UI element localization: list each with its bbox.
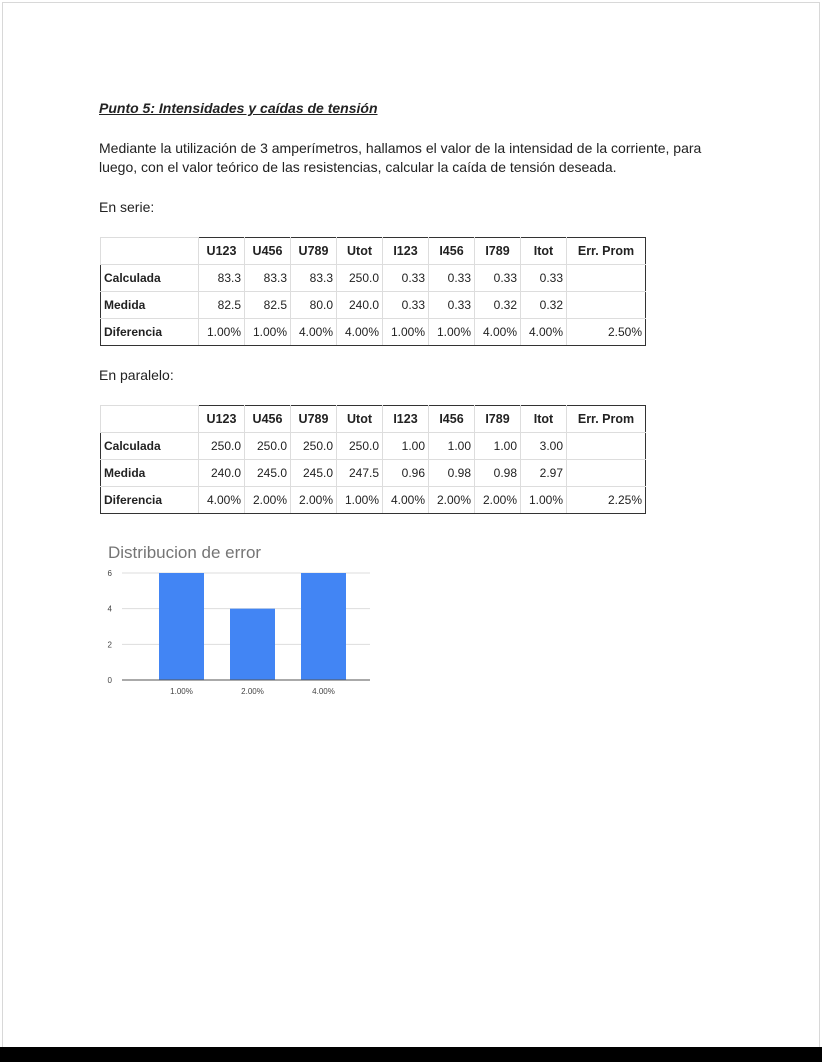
table-cell: 0.33: [429, 265, 475, 292]
table-cell: 250.0: [291, 433, 337, 460]
table-cell: 4.00%: [521, 319, 567, 346]
table-cell: I456: [429, 406, 475, 433]
table-cell: 0.32: [521, 292, 567, 319]
bar: [230, 609, 275, 680]
table-cell: 1.00%: [199, 319, 245, 346]
table-cell: 0.33: [383, 265, 429, 292]
table-cell: 2.00%: [475, 487, 521, 514]
table-cell: 2.00%: [429, 487, 475, 514]
serie-label: En serie:: [99, 199, 155, 215]
table-cell: U789: [291, 238, 337, 265]
table-cell: 3.00: [521, 433, 567, 460]
table-cell: [567, 460, 646, 487]
bar: [159, 573, 204, 680]
row-header-cell: Medida: [101, 460, 199, 487]
table-cell: Utot: [337, 406, 383, 433]
table-cell: 2.00%: [291, 487, 337, 514]
table-cell: 83.3: [245, 265, 291, 292]
row-header-cell: [101, 238, 199, 265]
table-cell: 2.97: [521, 460, 567, 487]
table-cell: 0.33: [383, 292, 429, 319]
table-header-row: [101, 406, 646, 433]
table-cell: 80.0: [291, 292, 337, 319]
table-cell: U123: [199, 238, 245, 265]
table-cell: Err. Prom: [567, 406, 646, 433]
table-cell: 2.25%: [567, 487, 646, 514]
serie-table: [100, 237, 646, 346]
y-tick-label: 0: [107, 676, 112, 685]
table-cell: 4.00%: [475, 319, 521, 346]
y-tick-label: 6: [107, 569, 112, 578]
table-cell: 0.33: [429, 292, 475, 319]
table-cell: 82.5: [245, 292, 291, 319]
table-cell: U789: [291, 406, 337, 433]
table-row: [101, 460, 646, 487]
bar: [301, 573, 346, 680]
table-cell: I456: [429, 238, 475, 265]
table-cell: I123: [383, 406, 429, 433]
table-cell: 247.5: [337, 460, 383, 487]
table-cell: [567, 292, 646, 319]
y-tick-label: 2: [107, 640, 112, 650]
table-cell: 245.0: [245, 460, 291, 487]
table-cell: 1.00%: [383, 319, 429, 346]
table-cell: 240.0: [199, 460, 245, 487]
row-header-cell: Medida: [101, 292, 199, 319]
table-cell: 250.0: [337, 265, 383, 292]
table-header-row: [101, 238, 646, 265]
table-row: [101, 265, 646, 292]
table-cell: 0.98: [429, 460, 475, 487]
table-cell: 1.00%: [337, 487, 383, 514]
row-header-cell: Calculada: [101, 265, 199, 292]
section-heading: Punto 5: Intensidades y caídas de tensión: [99, 100, 378, 116]
table-cell: 1.00%: [521, 487, 567, 514]
table-cell: 250.0: [337, 433, 383, 460]
table-cell: [567, 265, 646, 292]
table-cell: 4.00%: [337, 319, 383, 346]
table-cell: 1.00%: [245, 319, 291, 346]
table-cell: 4.00%: [383, 487, 429, 514]
table-cell: 1.00%: [429, 319, 475, 346]
table-row: [101, 319, 646, 346]
table-cell: I789: [475, 238, 521, 265]
row-header-cell: Diferencia: [101, 487, 199, 514]
table-cell: 0.33: [475, 265, 521, 292]
paralelo-table: [100, 405, 646, 514]
row-header-cell: [101, 406, 199, 433]
row-header-cell: Diferencia: [101, 319, 199, 346]
table-cell: Err. Prom: [567, 238, 646, 265]
table-cell: 0.32: [475, 292, 521, 319]
paralelo-label: En paralelo:: [99, 367, 174, 383]
table-cell: 1.00: [429, 433, 475, 460]
table-cell: U123: [199, 406, 245, 433]
table-cell: 250.0: [199, 433, 245, 460]
table-cell: 4.00%: [199, 487, 245, 514]
x-tick-label: 4.00%: [312, 687, 335, 696]
table-cell: 1.00: [383, 433, 429, 460]
table-cell: 0.33: [521, 265, 567, 292]
table-cell: 82.5: [199, 292, 245, 319]
table-cell: 2.50%: [567, 319, 646, 346]
bottom-bar: [0, 1047, 822, 1062]
table-row: [101, 487, 646, 514]
y-tick-label: 4: [107, 604, 112, 614]
table-cell: Itot: [521, 406, 567, 433]
table-cell: 2.00%: [245, 487, 291, 514]
table-cell: 250.0: [245, 433, 291, 460]
intro-paragraph: Mediante la utilización de 3 amperímetros, hallamos el valor de la intensidad de la corriente, para luego, con el valor teórico de las resistencias, calcular la caída de tensión deseada.: [99, 140, 702, 175]
table-cell: I123: [383, 238, 429, 265]
x-tick-label: 2.00%: [241, 687, 264, 696]
table-cell: Utot: [337, 238, 383, 265]
table-row: [101, 292, 646, 319]
table-cell: U456: [245, 238, 291, 265]
table-cell: 0.96: [383, 460, 429, 487]
table-cell: 0.98: [475, 460, 521, 487]
x-tick-label: 1.00%: [170, 687, 193, 696]
table-cell: I789: [475, 406, 521, 433]
error-distribution-chart: [95, 538, 385, 708]
table-cell: 83.3: [291, 265, 337, 292]
row-header-cell: Calculada: [101, 433, 199, 460]
table-cell: 83.3: [199, 265, 245, 292]
table-cell: 4.00%: [291, 319, 337, 346]
table-cell: Itot: [521, 238, 567, 265]
table-cell: U456: [245, 406, 291, 433]
table-cell: 240.0: [337, 292, 383, 319]
table-cell: 1.00: [475, 433, 521, 460]
table-row: [101, 433, 646, 460]
table-cell: 245.0: [291, 460, 337, 487]
table-cell: [567, 433, 646, 460]
chart-title: Distribucion de error: [108, 543, 262, 562]
